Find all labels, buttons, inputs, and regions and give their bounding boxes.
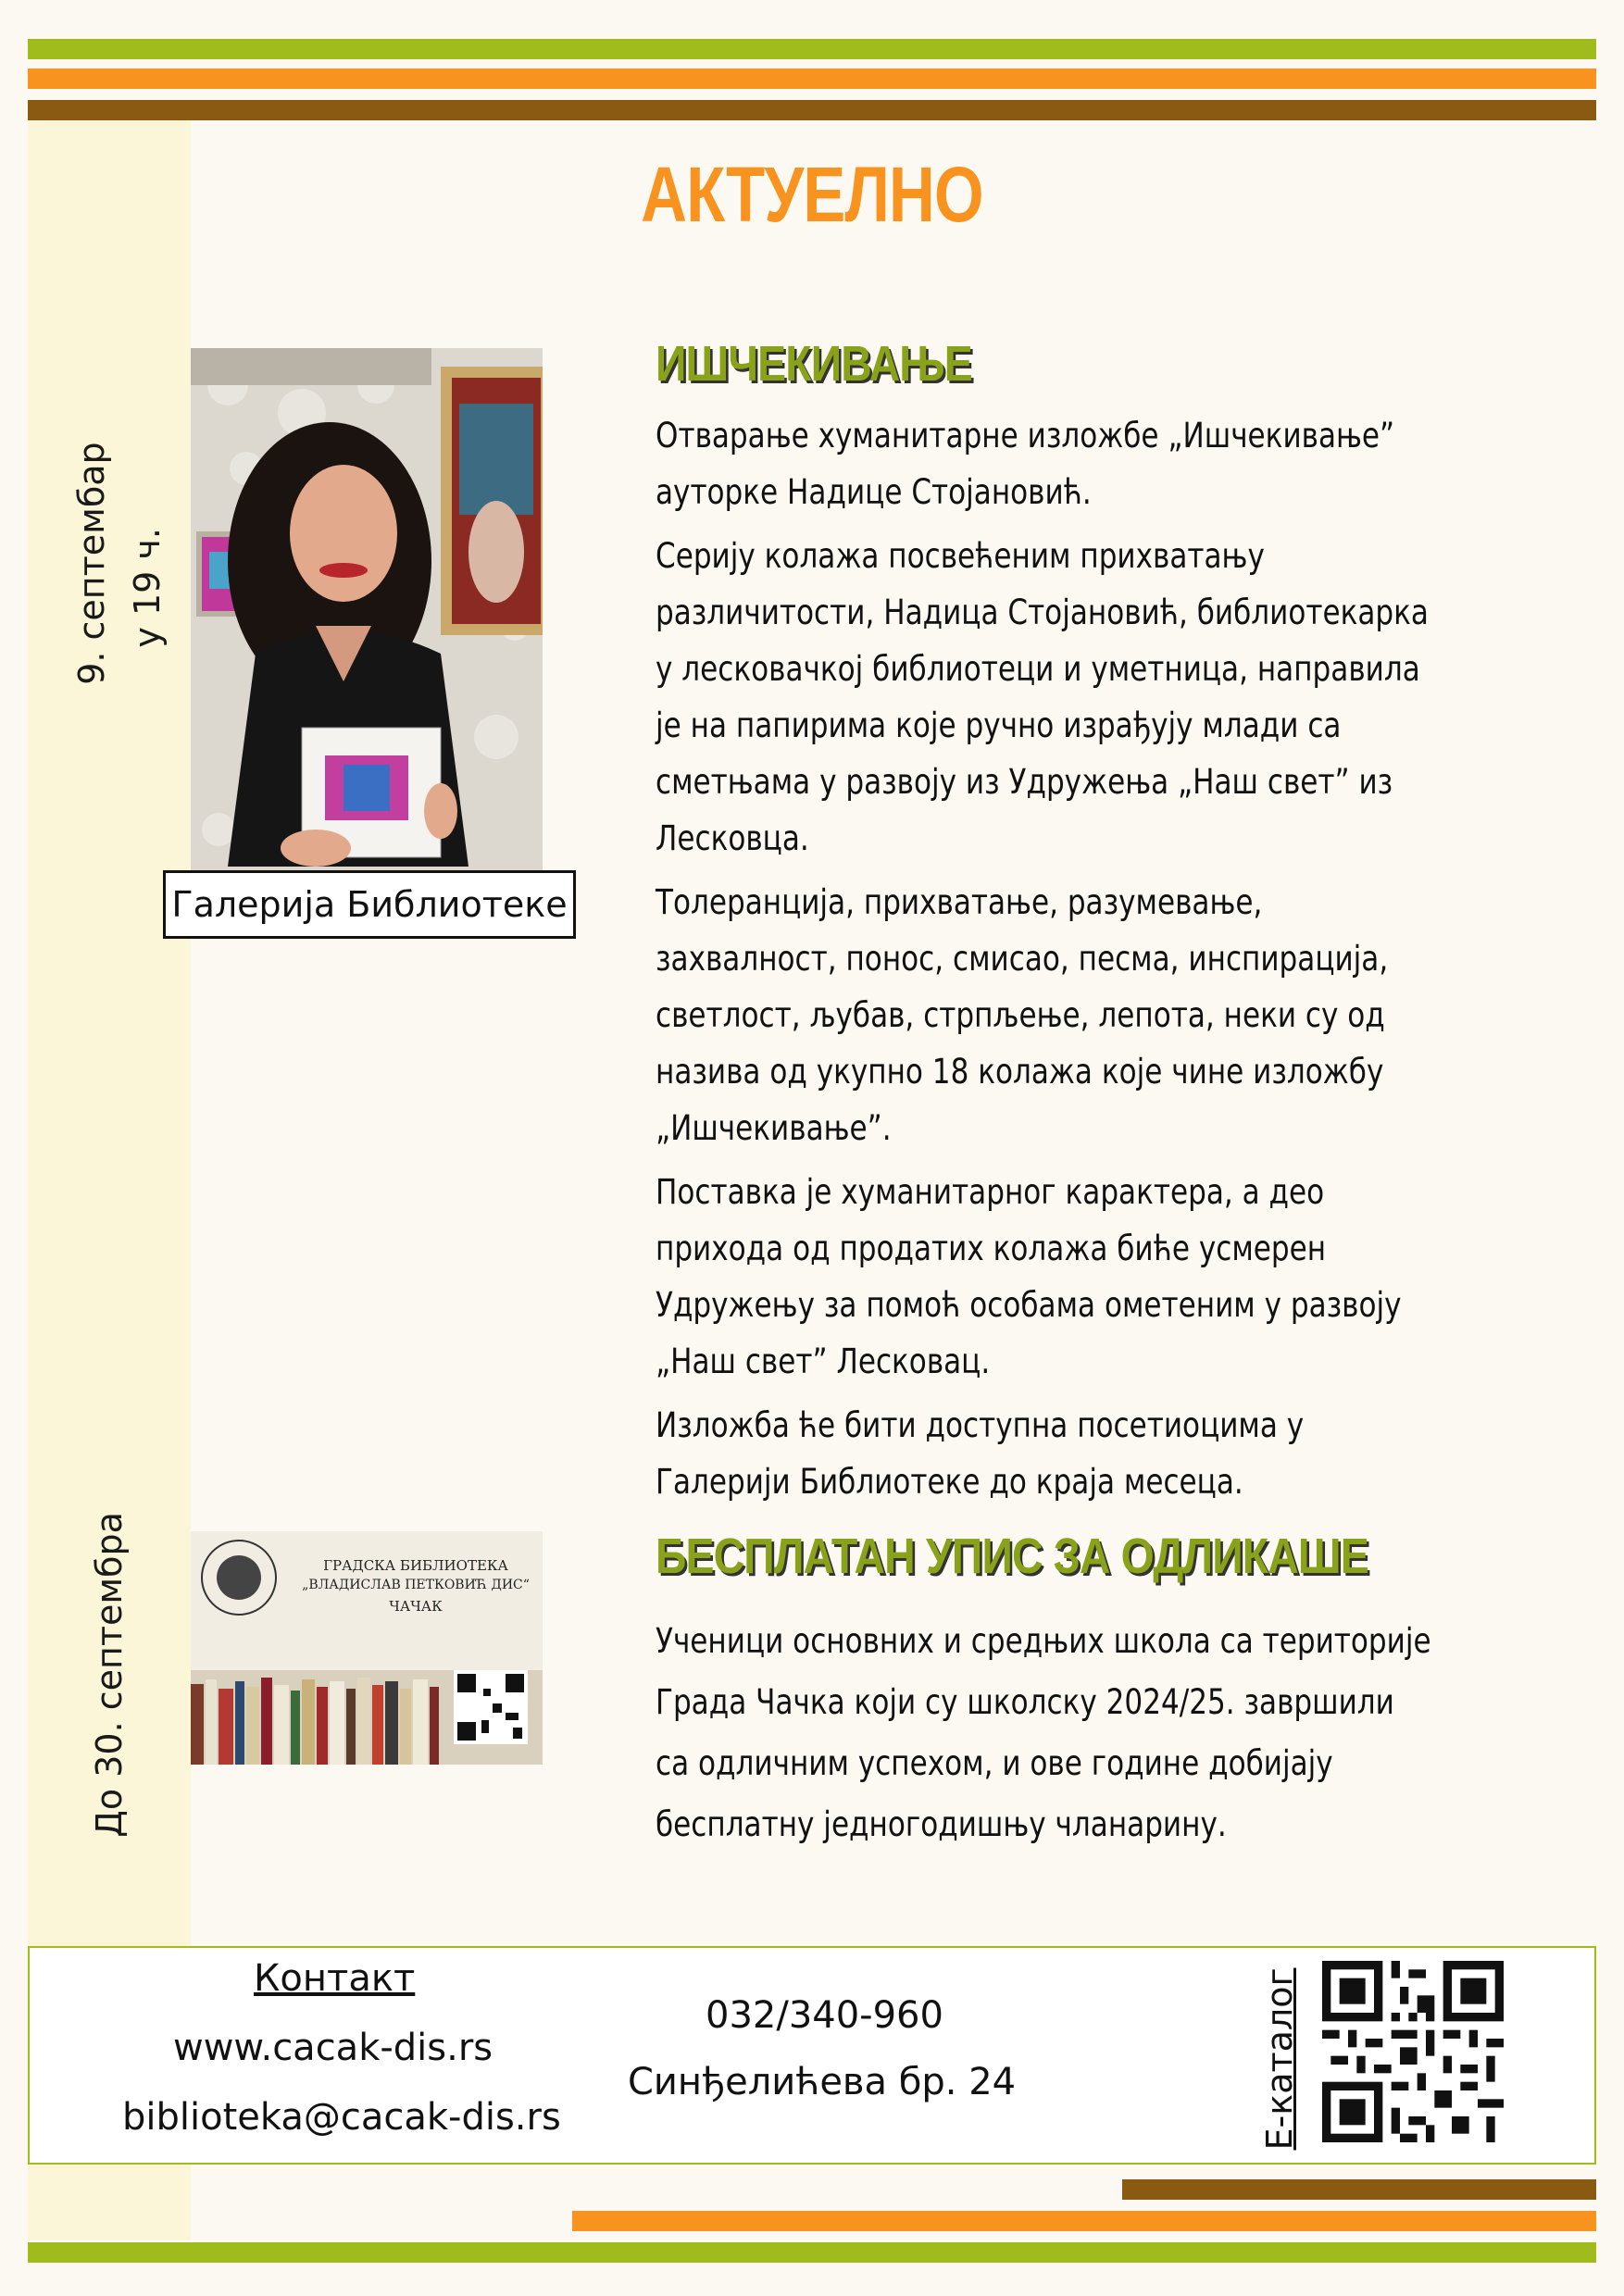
event-1-paragraph: Поставка је хуманитарног карактера, а део прихода од продатих колажа биће усмерен Удружењу за помоћ особама ометеним у развоју „Наш свет” Лесковац. bbox=[656, 1172, 1402, 1381]
catalog-label: Е-каталог bbox=[1259, 1967, 1300, 2151]
promo-title-line: ЧАЧАК bbox=[389, 1598, 443, 1615]
library-promo-image bbox=[191, 1531, 543, 1765]
artist-photo-illustration bbox=[191, 348, 543, 871]
promo-title-line: ГРАДСКА БИБЛИОТЕКА bbox=[323, 1557, 508, 1574]
left-date-sidebar bbox=[28, 120, 191, 2240]
event-1-paragraph: Толеранција, прихватање, разумевање, захвалност, понос, смисао, песма, инспирација, светлост, љубав, стрпљење, лепота, неки су од назива од укупно 18 колажа које чине изложбу „Ишчекивање”. bbox=[656, 882, 1389, 1148]
bottom-stripe-green bbox=[28, 2242, 1596, 2263]
page-title: АКТУЕЛНО bbox=[641, 151, 983, 238]
bottom-stripe-brown bbox=[1122, 2179, 1596, 2200]
event-1-paragraph: Отварање хуманитарне изложбе „Ишчекивање” ауторке Надице Стојановић. bbox=[656, 416, 1395, 512]
top-stripe-brown bbox=[28, 100, 1596, 120]
event-1-time: у 19 ч. bbox=[127, 528, 169, 648]
address: Синђелићева бр. 24 bbox=[628, 2061, 1017, 2103]
event-2-date: До 30. септембра bbox=[89, 1512, 131, 1838]
top-stripe-orange bbox=[28, 69, 1596, 89]
event-2-heading: БЕСПЛАТАН УПИС ЗА ОДЛИКАШЕ bbox=[656, 1529, 1368, 1584]
website-link[interactable]: www.cacak-dis.rs bbox=[173, 2027, 493, 2069]
phone-number: 032/340-960 bbox=[706, 1994, 943, 2037]
event-2-paragraph: Ученици основних и средњих школа са територије Града Чачка који су школску 2024/25. завршили са одличним успехом, и ове године добијају бесплатну једногодишњу чланарину. bbox=[656, 1621, 1431, 1844]
qr-code-icon bbox=[1322, 1961, 1504, 2142]
event-1-paragraph: Серију колажа посвећеним прихватању различитости, Надица Стојановић, библиотекарка у лесковачкој библиотеци и уметница, направила је на папирима које ручно израђују млади са сметњама у развоју из Удружења „Наш свет” из Лесковца. bbox=[656, 536, 1429, 858]
email-link[interactable]: biblioteka@cacak-dis.rs bbox=[122, 2096, 561, 2139]
photo-caption: Галерија Библиотеке bbox=[163, 870, 576, 939]
event-1-paragraph: Изложба ће бити доступна посетиоцима у Галерији Библиотеке до краја месеца. bbox=[656, 1405, 1305, 1502]
contact-footer bbox=[28, 1946, 1596, 2165]
contact-label: Контакт bbox=[254, 1957, 416, 2000]
event-2-description bbox=[656, 1611, 1433, 1863]
artist-photo bbox=[191, 348, 543, 871]
event-1-heading: ИШЧЕКИВАЊЕ bbox=[656, 336, 972, 392]
top-stripe-green bbox=[28, 39, 1596, 59]
event-1-description bbox=[656, 407, 1433, 1517]
catalog-qr-code[interactable] bbox=[1322, 1961, 1504, 2142]
bottom-stripe-orange bbox=[572, 2211, 1596, 2231]
promo-title-line: „ВЛАДИСЛАВ ПЕТКОВИЋ ДИС“ bbox=[302, 1578, 530, 1592]
event-1-date: 9. септембар bbox=[71, 442, 113, 685]
